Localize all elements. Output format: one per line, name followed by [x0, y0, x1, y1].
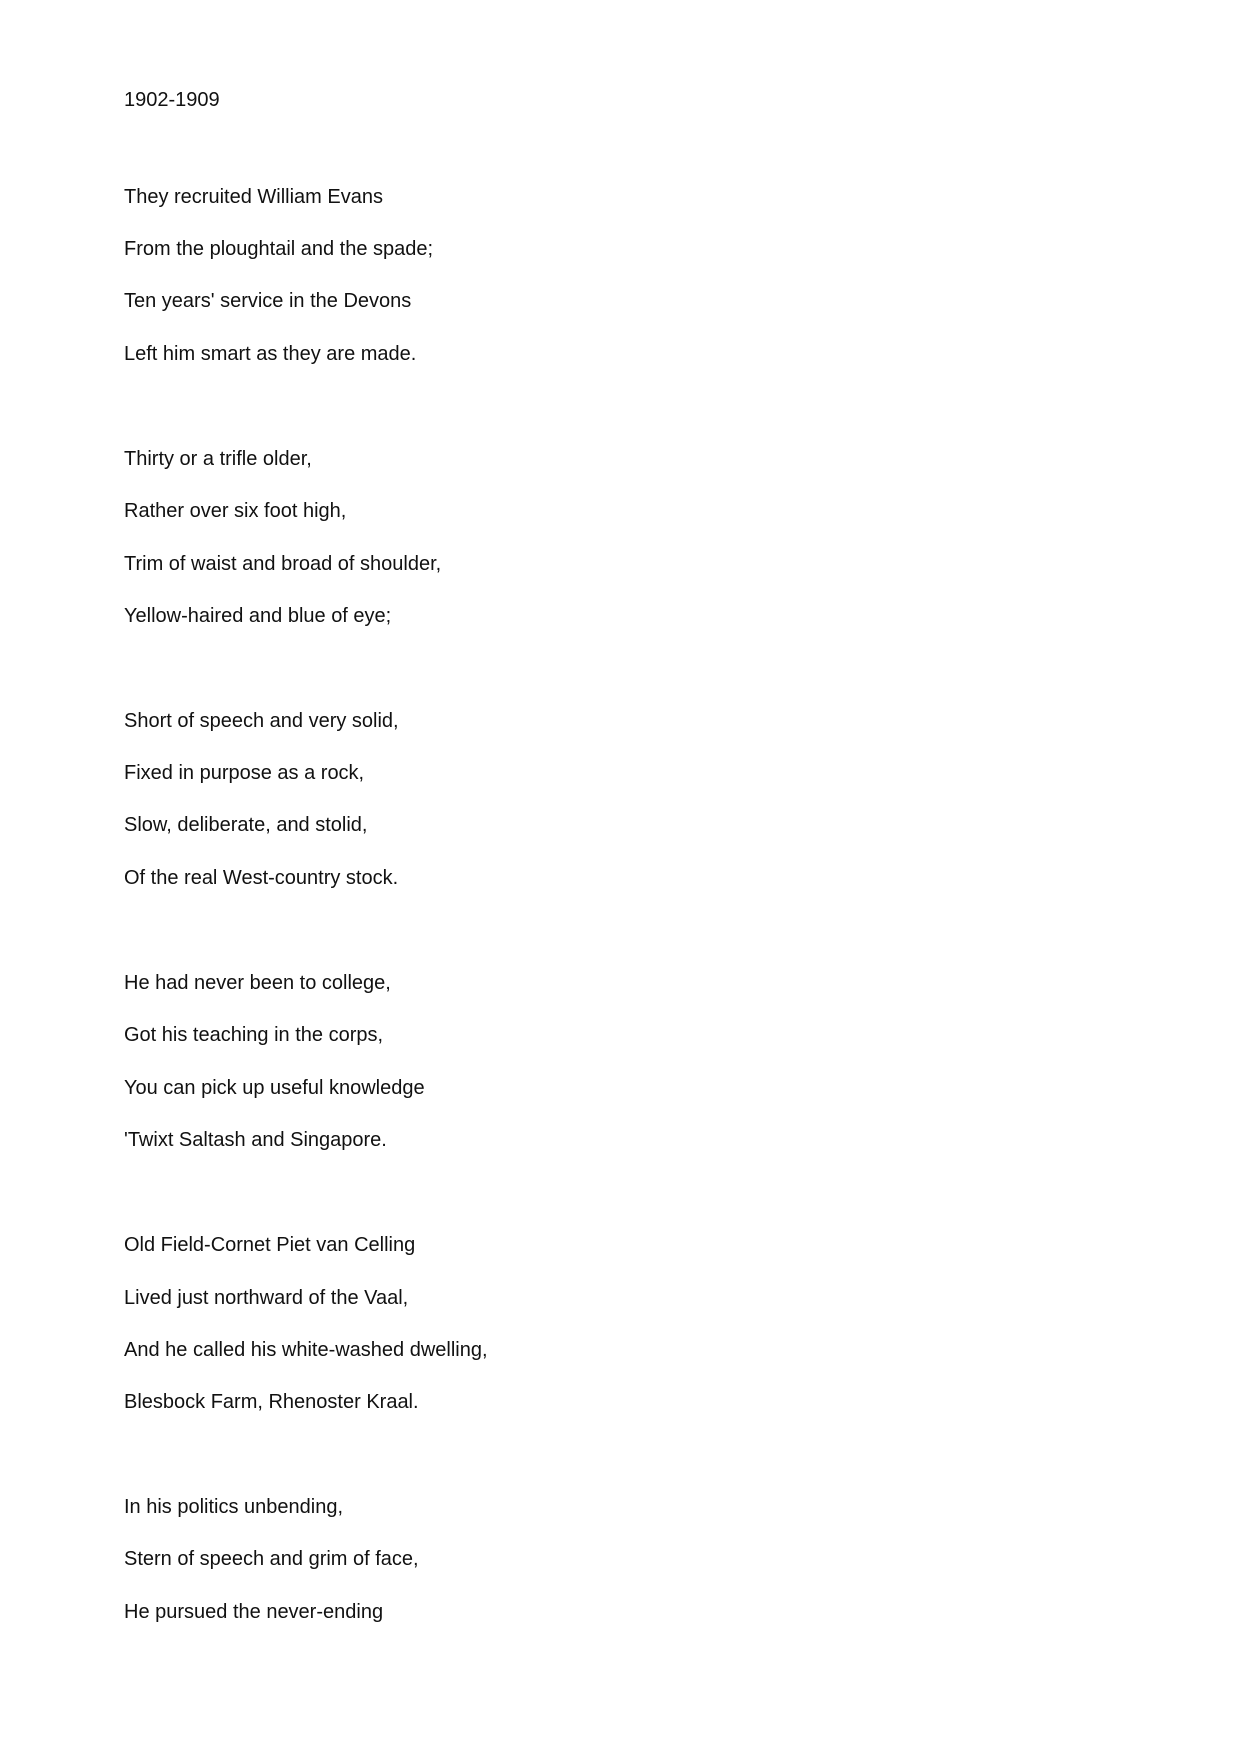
stanza-5-line-4: Blesbock Farm, Rhenoster Kraal. [124, 1391, 419, 1413]
stanza-6-line-3: He pursued the never-ending [124, 1601, 384, 1623]
stanza-2-line-2: Rather over six foot high, [124, 500, 347, 522]
stanza-2-line-1: Thirty or a trifle older, [124, 448, 312, 470]
stanza-1-line-1: They recruited William Evans [124, 186, 383, 208]
stanza-1-line-4: Left him smart as they are made. [124, 343, 417, 365]
stanza-6-line-1: In his politics unbending, [124, 1496, 344, 1518]
stanza-5-line-2: Lived just northward of the Vaal, [124, 1287, 409, 1309]
stanza-6-line-2: Stern of speech and grim of face, [124, 1548, 419, 1570]
stanza-1-line-2: From the ploughtail and the spade; [124, 238, 434, 260]
stanza-3-line-4: Of the real West-country stock. [124, 867, 399, 889]
stanza-3-line-1: Short of speech and very solid, [124, 710, 399, 732]
stanza-3-line-3: Slow, deliberate, and stolid, [124, 814, 368, 836]
stanza-5-line-1: Old Field-Cornet Piet van Celling [124, 1234, 416, 1256]
stanza-1-line-3: Ten years' service in the Devons [124, 290, 412, 312]
stanza-3-line-2: Fixed in purpose as a rock, [124, 762, 365, 784]
stanza-4-line-4: 'Twixt Saltash and Singapore. [124, 1129, 387, 1151]
stanza-4-line-1: He had never been to college, [124, 972, 391, 994]
stanza-5-line-3: And he called his white-washed dwelling, [124, 1339, 488, 1361]
stanza-2-line-3: Trim of waist and broad of shoulder, [124, 553, 442, 575]
date-range: 1902-1909 [124, 89, 220, 111]
stanza-4-line-3: You can pick up useful knowledge [124, 1077, 425, 1099]
stanza-4-line-2: Got his teaching in the corps, [124, 1024, 384, 1046]
stanza-2-line-4: Yellow-haired and blue of eye; [124, 605, 392, 627]
